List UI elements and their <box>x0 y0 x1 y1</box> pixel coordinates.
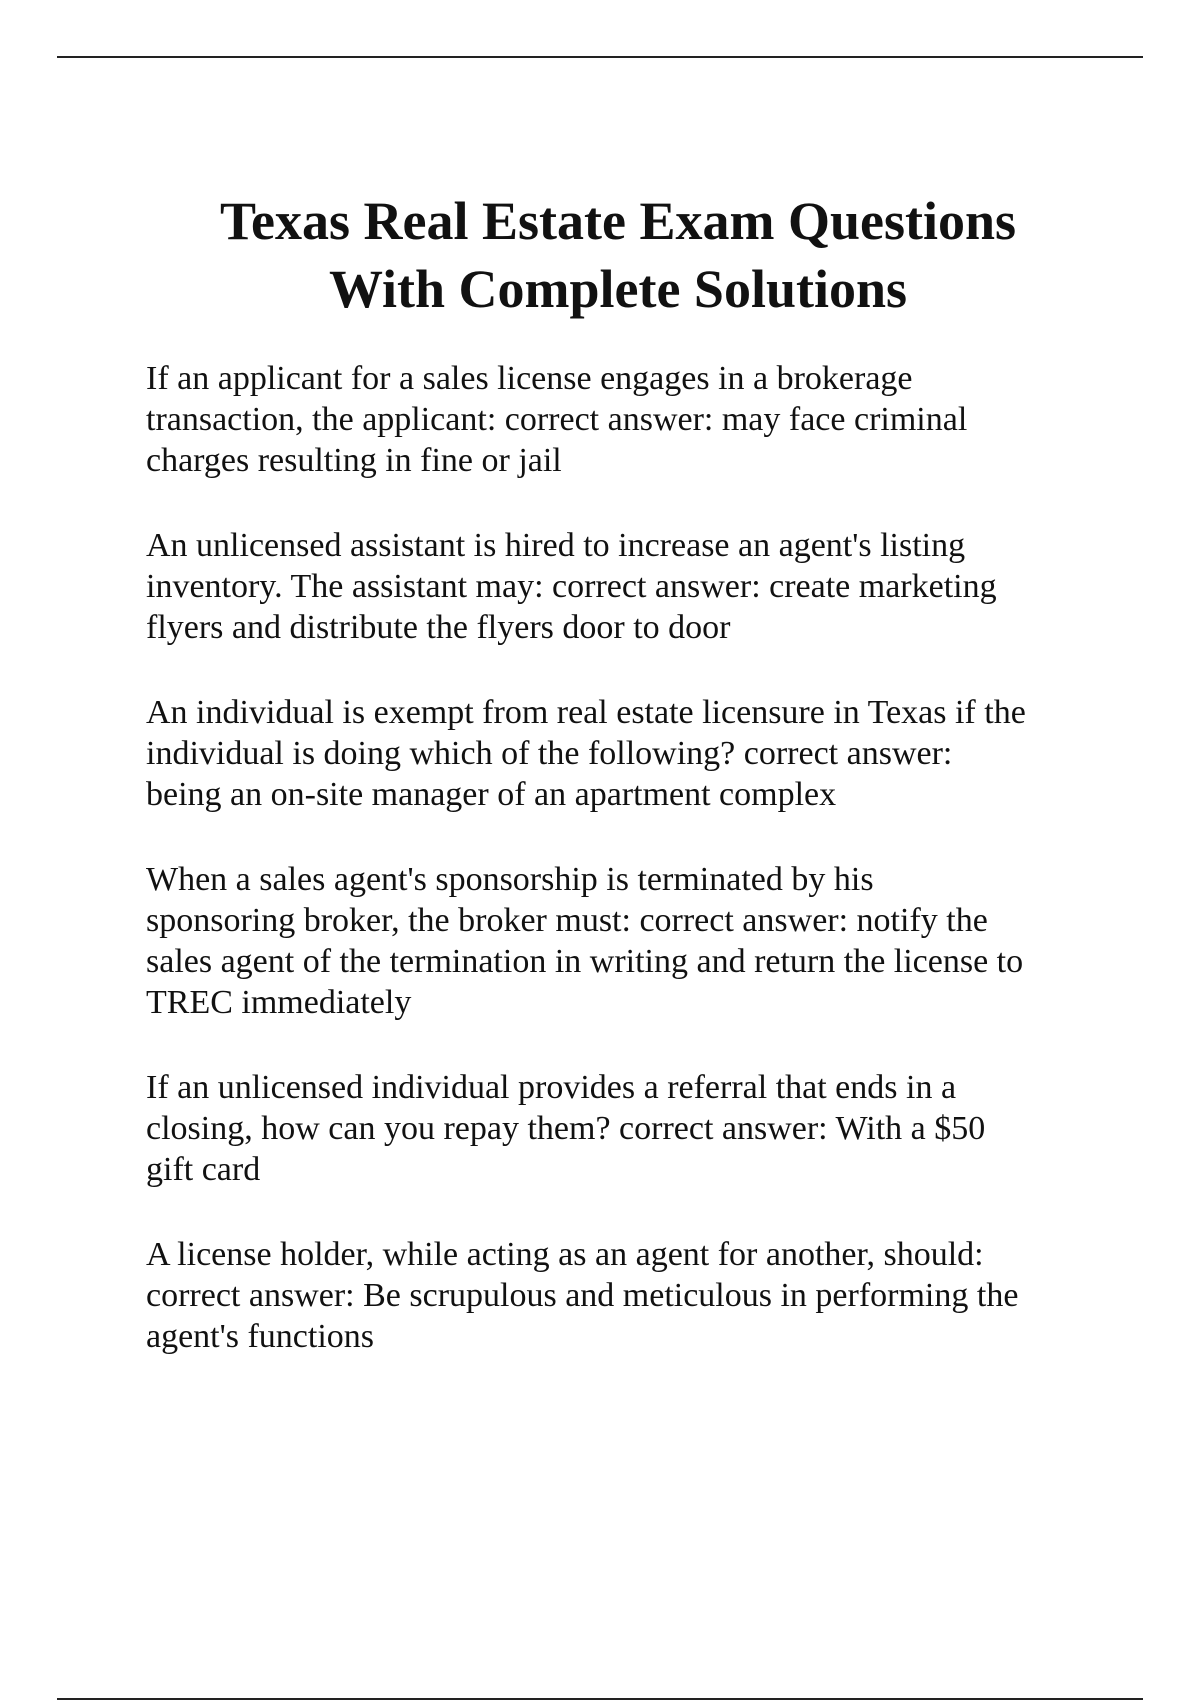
document-title <box>0 187 1200 323</box>
qa-item: An individual is exempt from real estate licensure in Texas if the individual is doing which of the following? correct answer: being an on-site manager of an apartment complex <box>146 694 1026 813</box>
top-divider <box>57 56 1143 58</box>
qa-item: If an applicant for a sales license engages in a brokerage transaction, the applicant: correct answer: may face criminal charges resulting in fine or jail <box>146 360 968 479</box>
qa-item: When a sales agent's sponsorship is terminated by his sponsoring broker, the broker must: correct answer: notify the sales agent of the termination in writing and return the license to TREC immediately <box>146 861 1024 1021</box>
title-line-1: Texas Real Estate Exam Questions <box>219 191 1017 251</box>
question-answer-list <box>146 358 1098 1401</box>
qa-item: If an unlicensed individual provides a referral that ends in a closing, how can you repay them? correct answer: With a $50 gift card <box>146 1069 986 1188</box>
title-line-2: With Complete Solutions <box>328 259 908 319</box>
qa-item: A license holder, while acting as an agent for another, should: correct answer: Be scrupulous and meticulous in performing the agent's functions <box>146 1236 1019 1355</box>
qa-item: An unlicensed assistant is hired to increase an agent's listing inventory. The assistant may: correct answer: create marketing flyers and distribute the flyers door to door <box>146 527 997 646</box>
